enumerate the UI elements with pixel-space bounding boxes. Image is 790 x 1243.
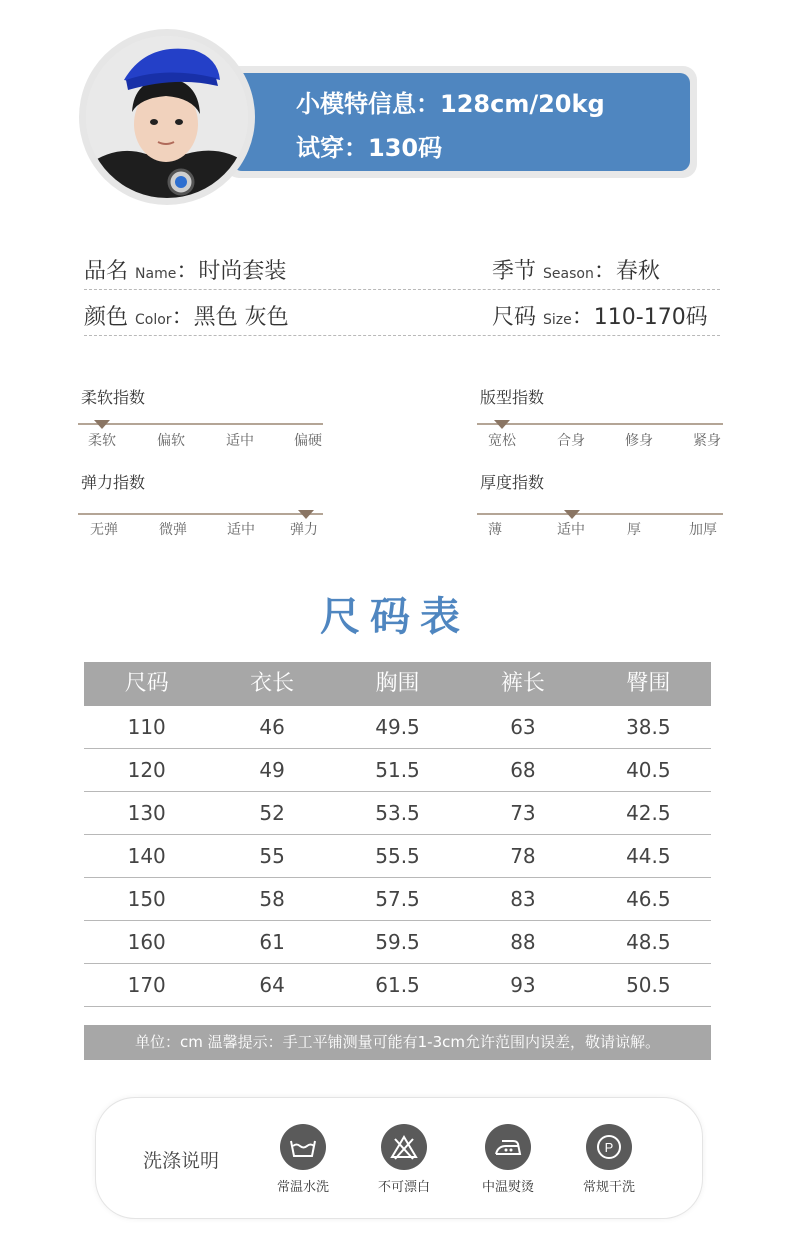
softness-option: 柔软 — [88, 433, 116, 449]
table-cell: 46.5 — [626, 887, 671, 911]
wash-basin-icon — [280, 1124, 326, 1170]
wash-item — [564, 1124, 654, 1195]
table-cell: 68 — [510, 758, 536, 782]
elasticity-option: 微弹 — [159, 522, 187, 538]
season-label: 季节 — [492, 259, 537, 284]
spec-row-name-season — [84, 244, 720, 290]
wash-label: 常规干洗 — [582, 1180, 635, 1195]
wash-label: 中温熨烫 — [481, 1180, 534, 1195]
dry-clean-icon — [586, 1124, 632, 1170]
table-cell: 48.5 — [626, 930, 671, 954]
table-cell: 120 — [127, 758, 166, 782]
table-cell: 52 — [259, 801, 285, 825]
softness-option: 偏软 — [157, 433, 185, 449]
thickness-option: 厚 — [627, 522, 641, 538]
table-row — [84, 921, 711, 964]
table-cell: 49 — [259, 758, 285, 782]
table-cell: 53.5 — [375, 801, 420, 825]
elasticity-option: 适中 — [227, 522, 255, 538]
table-row — [84, 878, 711, 921]
thickness-option: 薄 — [488, 522, 502, 538]
header-cell: 臀围 — [626, 671, 671, 696]
table-cell: 55.5 — [375, 844, 420, 868]
color-value: ：黑色 灰色 — [171, 305, 289, 330]
fit-option: 宽松 — [488, 433, 516, 449]
svg-text:P: P — [604, 1140, 614, 1155]
table-cell: 170 — [127, 973, 166, 997]
elasticity-option: 无弹 — [90, 522, 118, 538]
size-label: 尺码 — [492, 305, 537, 330]
size-table — [84, 662, 711, 1007]
elasticity-index-track — [78, 513, 323, 515]
thickness-index-title: 厚度指数 — [480, 473, 545, 492]
washing-title: 洗涤说明 — [143, 1150, 220, 1172]
table-row — [84, 835, 711, 878]
name-label: 品名 — [84, 259, 129, 284]
wash-item — [359, 1124, 449, 1195]
elasticity-index-marker — [298, 510, 314, 519]
fit-option: 修身 — [625, 433, 653, 449]
wash-item — [463, 1124, 553, 1195]
fit-index-marker — [494, 420, 510, 429]
thickness-option: 加厚 — [689, 522, 717, 538]
fit-option: 合身 — [557, 433, 585, 449]
color-label: 颜色 — [84, 305, 129, 330]
color-en-label: Color — [135, 312, 172, 328]
name-value: ：时尚套装 — [176, 259, 287, 284]
name-en-label: Name — [135, 266, 177, 282]
table-cell: 55 — [259, 844, 285, 868]
thickness-index-marker — [564, 510, 580, 519]
table-cell: 63 — [510, 715, 536, 739]
header-cell: 尺码 — [124, 671, 169, 696]
elasticity-option: 弹力 — [290, 522, 318, 538]
table-cell: 73 — [510, 801, 536, 825]
size-chart-title: 尺码表 — [320, 594, 470, 640]
table-cell: 88 — [510, 930, 536, 954]
table-cell: 49.5 — [375, 715, 420, 739]
size-value: ：110-170码 — [571, 305, 708, 330]
table-cell: 61.5 — [375, 973, 420, 997]
fit-index-track — [477, 423, 723, 425]
table-cell: 93 — [510, 973, 536, 997]
table-cell: 58 — [259, 887, 285, 911]
spec-row-color-size — [84, 290, 720, 336]
fit-option: 紧身 — [693, 433, 721, 449]
fit-index-title: 版型指数 — [480, 388, 545, 407]
header-cell: 胸围 — [375, 671, 420, 696]
table-cell: 64 — [259, 973, 285, 997]
header-cell: 衣长 — [250, 671, 295, 696]
wash-label: 不可漂白 — [377, 1180, 430, 1195]
model-avatar — [86, 36, 248, 198]
thickness-option: 适中 — [557, 522, 585, 538]
iron-icon — [485, 1124, 531, 1170]
softness-index-marker — [94, 420, 110, 429]
table-cell: 46 — [259, 715, 285, 739]
table-cell: 44.5 — [626, 844, 671, 868]
table-cell: 42.5 — [626, 801, 671, 825]
table-cell: 140 — [127, 844, 166, 868]
table-cell: 130 — [127, 801, 166, 825]
size-en-label: Size — [543, 312, 572, 328]
no-bleach-icon — [381, 1124, 427, 1170]
model-fit-text: 试穿：130码 — [296, 134, 443, 162]
table-cell: 40.5 — [626, 758, 671, 782]
table-cell: 51.5 — [375, 758, 420, 782]
boy-portrait-icon — [86, 36, 248, 198]
season-value: ：春秋 — [593, 259, 660, 284]
elasticity-index-title: 弹力指数 — [81, 473, 146, 492]
size-table-header — [84, 662, 711, 706]
softness-option: 偏硬 — [294, 433, 322, 449]
table-cell: 83 — [510, 887, 536, 911]
model-info-text: 小模特信息：128cm/20kg — [296, 90, 605, 118]
table-cell: 110 — [127, 715, 166, 739]
table-cell: 57.5 — [375, 887, 420, 911]
table-cell: 160 — [127, 930, 166, 954]
softness-option: 适中 — [226, 433, 254, 449]
table-cell: 61 — [259, 930, 285, 954]
softness-index-track — [78, 423, 323, 425]
measurement-note: 单位：cm 温馨提示：手工平铺测量可能有1-3cm允许范围内误差，敬请谅解。 — [84, 1025, 711, 1060]
table-cell: 150 — [127, 887, 166, 911]
thickness-index-track — [477, 513, 723, 515]
table-row — [84, 749, 711, 792]
season-en-label: Season — [543, 266, 594, 282]
header-cell: 裤长 — [500, 671, 545, 696]
table-cell: 59.5 — [375, 930, 420, 954]
table-cell: 38.5 — [626, 715, 671, 739]
table-row — [84, 964, 711, 1007]
table-row — [84, 792, 711, 835]
softness-index-title: 柔软指数 — [81, 388, 146, 407]
wash-label: 常温水洗 — [276, 1180, 329, 1195]
table-cell: 50.5 — [626, 973, 671, 997]
table-row — [84, 706, 711, 749]
table-cell: 78 — [510, 844, 536, 868]
wash-item — [258, 1124, 348, 1195]
